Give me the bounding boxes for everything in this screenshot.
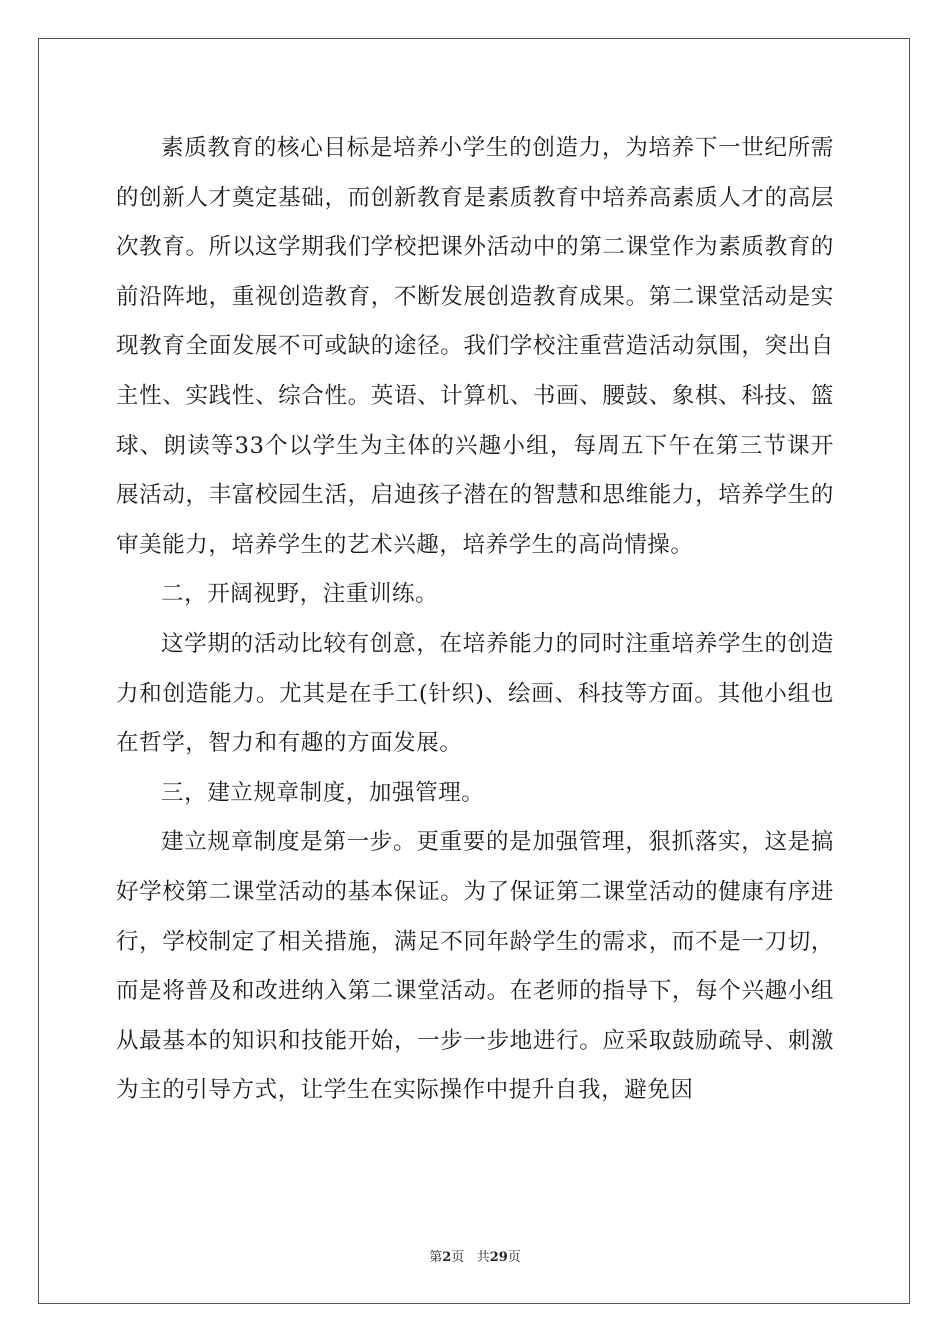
- footer-page-suffix: 页: [451, 1250, 465, 1265]
- footer-page-number: 2: [442, 1250, 452, 1265]
- page-footer: [0, 1246, 950, 1265]
- document-body: [116, 124, 834, 1116]
- paragraph-3: 这学期的活动比较有创意，在培养能力的同时注重培养学生的创造力和创造能力。尤其是在手工(针织)、绘画、科技等方面。其他小组也在哲学，智力和有趣的方面发展。: [116, 630, 834, 757]
- footer-total-suffix: 页: [507, 1250, 521, 1265]
- footer-total-pages: 29: [489, 1250, 508, 1265]
- paragraph-1: 素质教育的核心目标是培养小学生的创造力，为培养下一世纪所需的创新人才奠定基础，而创新教育是素质教育中培养高素质人才的高层次教育。所以这学期我们学校把课外活动中的第二课堂作为素质教育的前沿阵地，重视创造教育，不断发展创造教育成果。第二课堂活动是实现教育全面发展不可或缺的途径。我们学校注重营造活动氛围，突出自主性、实践性、综合性。英语、计算机、书画、腰鼓、象棋、科技、篮球、朗读等33个以学生为主体的兴趣小组，每周五下午在第三节课开展活动，丰富校园生活，启迪孩子潜在的智慧和思维能力，培养学生的审美能力，培养学生的艺术兴趣，培养学生的高尚情操。: [116, 135, 834, 558]
- footer-total-prefix: 共: [476, 1250, 490, 1265]
- paragraph-5: 建立规章制度是第一步。更重要的是加强管理，狠抓落实，这是搞好学校第二课堂活动的基本保证。为了保证第二课堂活动的健康有序进行，学校制定了相关措施，满足不同年龄学生的需求，而不是一刀切，而是将普及和改进纳入第二课堂活动。在老师的指导下，每个兴趣小组从最基本的知识和技能开始，一步一步地进行。应采取鼓励疏导、刺激为主的引导方式，让学生在实际操作中提升自我，避免因: [116, 829, 834, 1104]
- paragraph-2-heading: 二，开阔视野，注重训练。: [161, 581, 439, 608]
- paragraph-4-heading: 三，建立规章制度，加强管理。: [161, 779, 485, 806]
- footer-page-prefix: 第: [429, 1250, 443, 1265]
